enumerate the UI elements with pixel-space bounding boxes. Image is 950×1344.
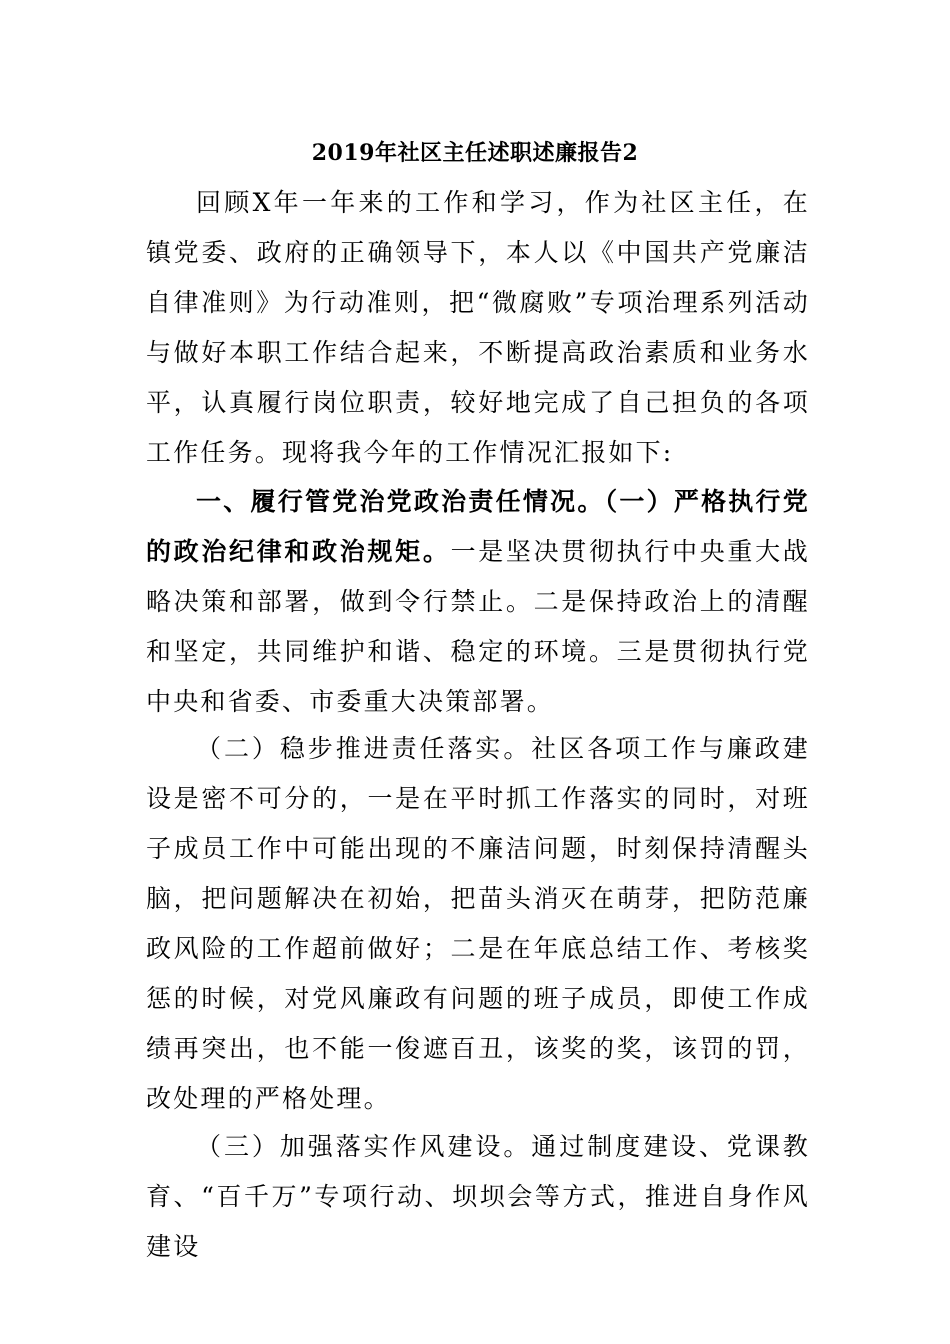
paragraph-section-1	[146, 477, 810, 727]
section-1-heading: 一、履行管党治党政治责任情况。（一）严格执行党的政治纪律和政治规矩。	[146, 487, 810, 566]
document-title: 2019年社区主任述职述廉报告2	[311, 140, 639, 166]
paragraph-section-2: （二）稳步推进责任落实。社区各项工作与廉政建设是密不可分的，一是在平时抓工作落实的同时，对班子成员工作中可能出现的不廉洁问题，时刻保持清醒头脑，把问题解决在初始，把苗头消灭在萌芽，把防范廉政风险的工作超前做好；二是在年底总结工作、考核奖惩的时候，对党风廉政有问题的班子成员，即使工作成绩再突出，也不能一俊遮百丑，该奖的奖，该罚的罚，改处理的严格处理。	[146, 734, 810, 1113]
paragraph-section-3: （三）加强落实作风建设。通过制度建设、党课教育、“百千万”专项行动、坝坝会等方式，推进自身作风建设	[146, 1132, 810, 1261]
section-1-body: 一是坚决贯彻执行中央重大战略决策和部署，做到令行禁止。二是保持政治上的清醒和坚定，共同维护和谐、稳定的环境。三是贯彻执行党中央和省委、市委重大决策部署。	[146, 537, 811, 716]
paragraph-intro: 回顾X年一年来的工作和学习，作为社区主任，在镇党委、政府的正确领导下，本人以《中国共产党廉洁自律准则》为行动准则，把“微腐败”专项治理系列活动与做好本职工作结合起来，不断提高政治素质和业务水平，认真履行岗位职责，较好地完成了自己担负的各项工作任务。现将我今年的工作情况汇报如下:	[146, 188, 810, 467]
